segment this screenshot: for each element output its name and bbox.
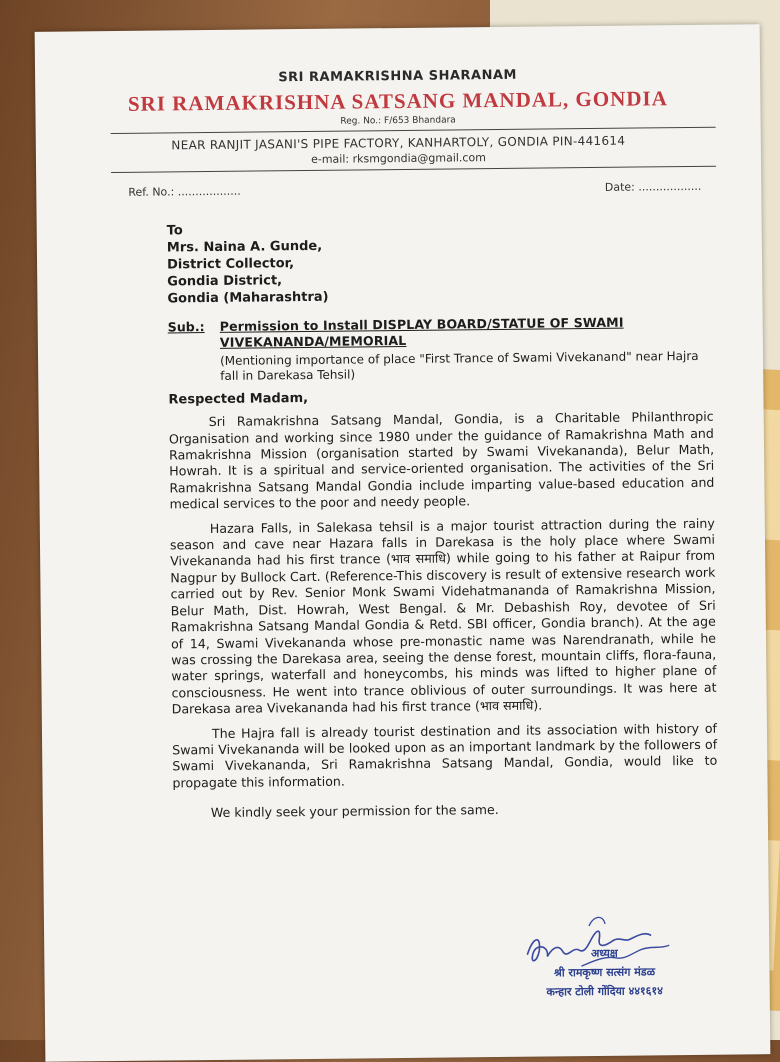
- stamp-line: श्री रामकृष्ण सत्संग मंडळ: [553, 965, 656, 980]
- recipient-city: Gondia (Maharashtra): [167, 289, 329, 307]
- date-field: Date: ..................: [604, 179, 702, 194]
- org-stamp: [504, 943, 705, 1002]
- paragraph: The Hajra fall is already tourist destination and its association with history of Swami Vivekananda will be looked upon as an important landmark by the followers of Swami Vivekananda, Sri Ramakrishna Satsang Mandal, Gondia, would like to propagate this information.: [172, 720, 718, 791]
- paragraph: Hazara Falls, in Salekasa tehsil is a major tourist attraction during the rainy season and cave near Hazara falls in Darekasa is the holy place where Swami Vivekananda had his first trance (भाव समाधि) while going to his father at Raipur from Nagpur by Bullock Cart. (Reference-This discovery is result of extensive research work carried out by Rev. Senior Monk Swami Videhatmananda of Ramakrishna Mission, Belur Math, Dist. Howrah, West Bengal. & Mr. Debashish Roy, devotee of Sri Ramakrishna Satsang Mandal Gondia & Retd. SBI officer, Gondia branch). At the age of 14, Swami Vivekananda whose pre-monastic name was Narendranath, while he was crossing the Darekasa area, seeing the dense forest, mountain cliffs, flora-fauna, water springs, waterfall and honeycombs, his minds was lifted to higher plane of consciousness. He went into trance oblivious of outer surroundings. It was here at Darekasa area Vivekananda had his first trance (भाव समाधि).: [169, 515, 717, 717]
- subject-row: [168, 314, 713, 353]
- letterhead-address: NEAR RANJIT JASANI'S PIPE FACTORY, KANHARTOLY, GONDIA PIN-441614: [171, 133, 626, 153]
- recipient-to: To: [166, 223, 183, 239]
- recipient-name: Mrs. Naina A. Gunde,: [166, 238, 323, 256]
- recipient-designation: District Collector,: [166, 256, 295, 273]
- subject-label: Sub.:: [167, 319, 205, 335]
- letterhead-reg-no: Reg. No.: F/653 Bhandara: [340, 115, 456, 127]
- letterhead-org-name: SRI RAMAKRISHNA SATSANG MANDAL, GONDIA: [127, 86, 668, 116]
- paragraph: Sri Ramakrishna Satsang Mandal, Gondia, is a Charitable Philanthropic Organisation and working since 1980 under the guidance of Ramakrishna Math and Ramakrishna Mission (organisation started by Swami Vivekananda), Belur Math, Howrah. It is a spiritual and service-oriented organisation. The activities of the Sri Ramakrishna Satsang Mandal Gondia include imparting value-based education and medical services to the poor and needy people.: [168, 408, 715, 512]
- stamp-line: अध्यक्ष: [590, 946, 618, 961]
- subject-note: (Mentioning importance of place "First Trance of Swami Vivekanand" near Hajra fall in Darekasa Tehsil): [220, 348, 699, 383]
- stamp-line: कन्हार टोली गोंदिया ४४१६१४: [546, 984, 663, 999]
- subject-text: Permission to Install DISPLAY BOARD/STATUE OF SWAMI VIVEKANANDA/MEMORIAL: [219, 314, 624, 351]
- ref-no: Ref. No.: ..................: [128, 184, 241, 199]
- closing-line: We kindly seek your permission for the same.: [210, 802, 499, 821]
- letterhead-top-line: SRI RAMAKRISHNA SHARANAM: [278, 67, 518, 86]
- recipient-district: Gondia District,: [167, 273, 283, 290]
- salutation: Respected Madam,: [168, 390, 309, 408]
- letter-page: [35, 24, 771, 1062]
- letterhead-email: e-mail: rksmgondia@gmail.com: [310, 151, 486, 166]
- letter-body: [167, 217, 718, 822]
